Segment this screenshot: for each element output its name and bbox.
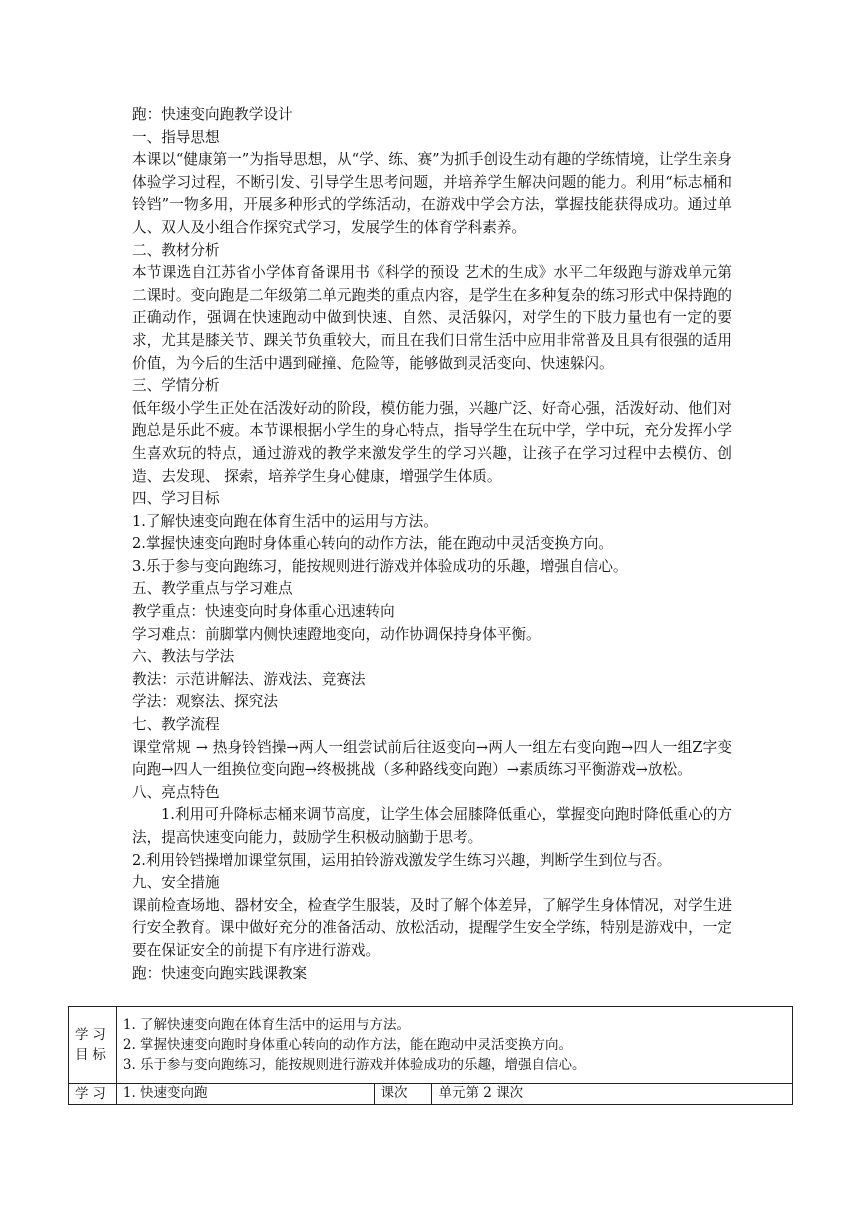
- section-heading-safety: 九、安全措施: [132, 874, 220, 892]
- teaching-key-point: 教学重点：快速变向时身体重心迅速转向: [132, 603, 395, 621]
- document-body: [132, 104, 732, 985]
- section-heading-methods: 六、教法与学法: [132, 648, 235, 666]
- section-body-material-analysis: 本节课选自江苏省小学体育备课用书《科学的预设 艺术的生成》水平二年级跑与游戏单元第二课时。变向跑是二年级第二单元跑类的重点内容，是学生在多种复杂的练习形式中保持跑的正确动作，强调在快速跑动中做到快速、自然、灵活躲闪，对学生的下肢力量也有一定的要求，尤其是膝关节、踝关节负重较大，而且在我们日常生活中应用非常普及且具有很强的适用价值，为今后的生活中遇到碰撞、危险等，能够做到灵活变向、快速躲闪。: [132, 264, 732, 372]
- lesson-value: 单元第 2 课次: [438, 1085, 524, 1101]
- content-label: 学习: [74, 1086, 110, 1102]
- goals-content-cell: [116, 1007, 792, 1084]
- content-value-cell: [116, 1084, 374, 1105]
- learning-methods: 学法：观察法、探究法: [132, 693, 278, 711]
- content-label-cell: [69, 1084, 117, 1105]
- teaching-methods: 教法：示范讲解法、游戏法、竞赛法: [132, 670, 366, 688]
- table-row-goals: [69, 1007, 793, 1084]
- section-body-teaching-flow: 课堂常规 → 热身铃铛操→两人一组尝试前后往返变向→两人一组左右变向跑→四人一组Z字变向跑→四人一组换位变向跑→终极挑战（多种路线变向跑）→素质练习平衡游戏→放松。: [132, 738, 732, 779]
- section-body-student-analysis: 低年级小学生正处在活泼好动的阶段，模仿能力强，兴趣广泛、好奇心强，活泼好动、他们对跑总是乐此不疲。本节课根据小学生的身心特点，指导学生在玩中学，学中玩，充分发挥小学生喜欢玩的特点，通过游戏的教学来激发学生的学习兴趣，让孩子在学习过程中去模仿、创造、去发现、 探索，培养学生身心健康，增强学生体质。: [132, 399, 732, 485]
- goals-label: 学习目标: [74, 1027, 110, 1063]
- section-heading-highlights: 八、亮点特色: [132, 783, 220, 801]
- lesson-label: 课次: [380, 1085, 408, 1101]
- table-row-content: [69, 1084, 793, 1105]
- lesson-plan-table: [68, 1006, 793, 1105]
- section-heading-material-analysis: 二、教材分析: [132, 241, 220, 259]
- highlight-item: 2.利用铃铛操增加课堂氛围，运用拍铃游戏激发学生练习兴趣，判断学生到位与否。: [132, 851, 672, 869]
- lesson-plan-subtitle: 跑：快速变向跑实践课教案: [132, 964, 308, 982]
- section-body-guiding-ideology: 本课以“健康第一”为指导思想，从“学、练、赛”为抓手创设生动有趣的学练情境，让学生亲身体验学习过程，不断引发、引导学生思考问题，并培养学生解决问题的能力。利用“标志桶和铃铛”一物多用，开展多种形式的学练活动，在游戏中学会方法，掌握技能获得成功。通过单人、双人及小组合作探究式学习，发展学生的体育学科素养。: [132, 151, 732, 236]
- goals-label-cell: [69, 1007, 117, 1084]
- learning-goal-item: 2.掌握快速变向跑时身体重心转向的动作方法，能在跑动中灵活变换方向。: [132, 535, 613, 553]
- document-title: 跑：快速变向跑教学设计: [132, 106, 293, 123]
- table-goal-item: 3. 乐于参与变向跑练习，能按规则进行游戏并体验成功的乐趣，增强自信心。: [122, 1057, 586, 1073]
- content-value: 1. 快速变向跑: [122, 1085, 208, 1101]
- lesson-value-cell: [432, 1084, 793, 1105]
- lesson-label-cell: [374, 1084, 432, 1105]
- table-goal-item: 2. 掌握快速变向跑时身体重心转向的动作方法，能在跑动中灵活变换方向。: [122, 1037, 573, 1053]
- section-heading-key-points: 五、教学重点与学习难点: [132, 580, 293, 598]
- section-heading-student-analysis: 三、学情分析: [132, 377, 220, 395]
- highlight-item: 1.利用可升降标志桶来调节高度，让学生体会屈膝降低重心，掌握变向跑时降低重心的方法，提高快速变向能力，鼓励学生积极动脑勤于思考。: [132, 806, 732, 846]
- learning-goal-item: 1.了解快速变向跑在体育生活中的运用与方法。: [132, 512, 438, 530]
- table-goal-item: 1. 了解快速变向跑在体育生活中的运用与方法。: [122, 1017, 411, 1033]
- section-heading-teaching-flow: 七、教学流程: [132, 716, 220, 734]
- learning-difficulty: 学习难点：前脚掌内侧快速蹬地变向，动作协调保持身体平衡。: [132, 625, 541, 643]
- section-heading-guiding-ideology: 一、指导思想: [132, 128, 220, 146]
- learning-goal-item: 3.乐于参与变向跑练习，能按规则进行游戏并体验成功的乐趣，增强自信心。: [132, 557, 628, 575]
- section-heading-learning-goals: 四、学习目标: [132, 490, 220, 508]
- section-body-safety: 课前检查场地、器材安全，检查学生服装，及时了解个体差异，了解学生身体情况，对学生进行安全教育。课中做好充分的准备活动、放松活动，提醒学生安全学练，特别是游戏中，一定要在保证安全的前提下有序进行游戏。: [132, 896, 732, 959]
